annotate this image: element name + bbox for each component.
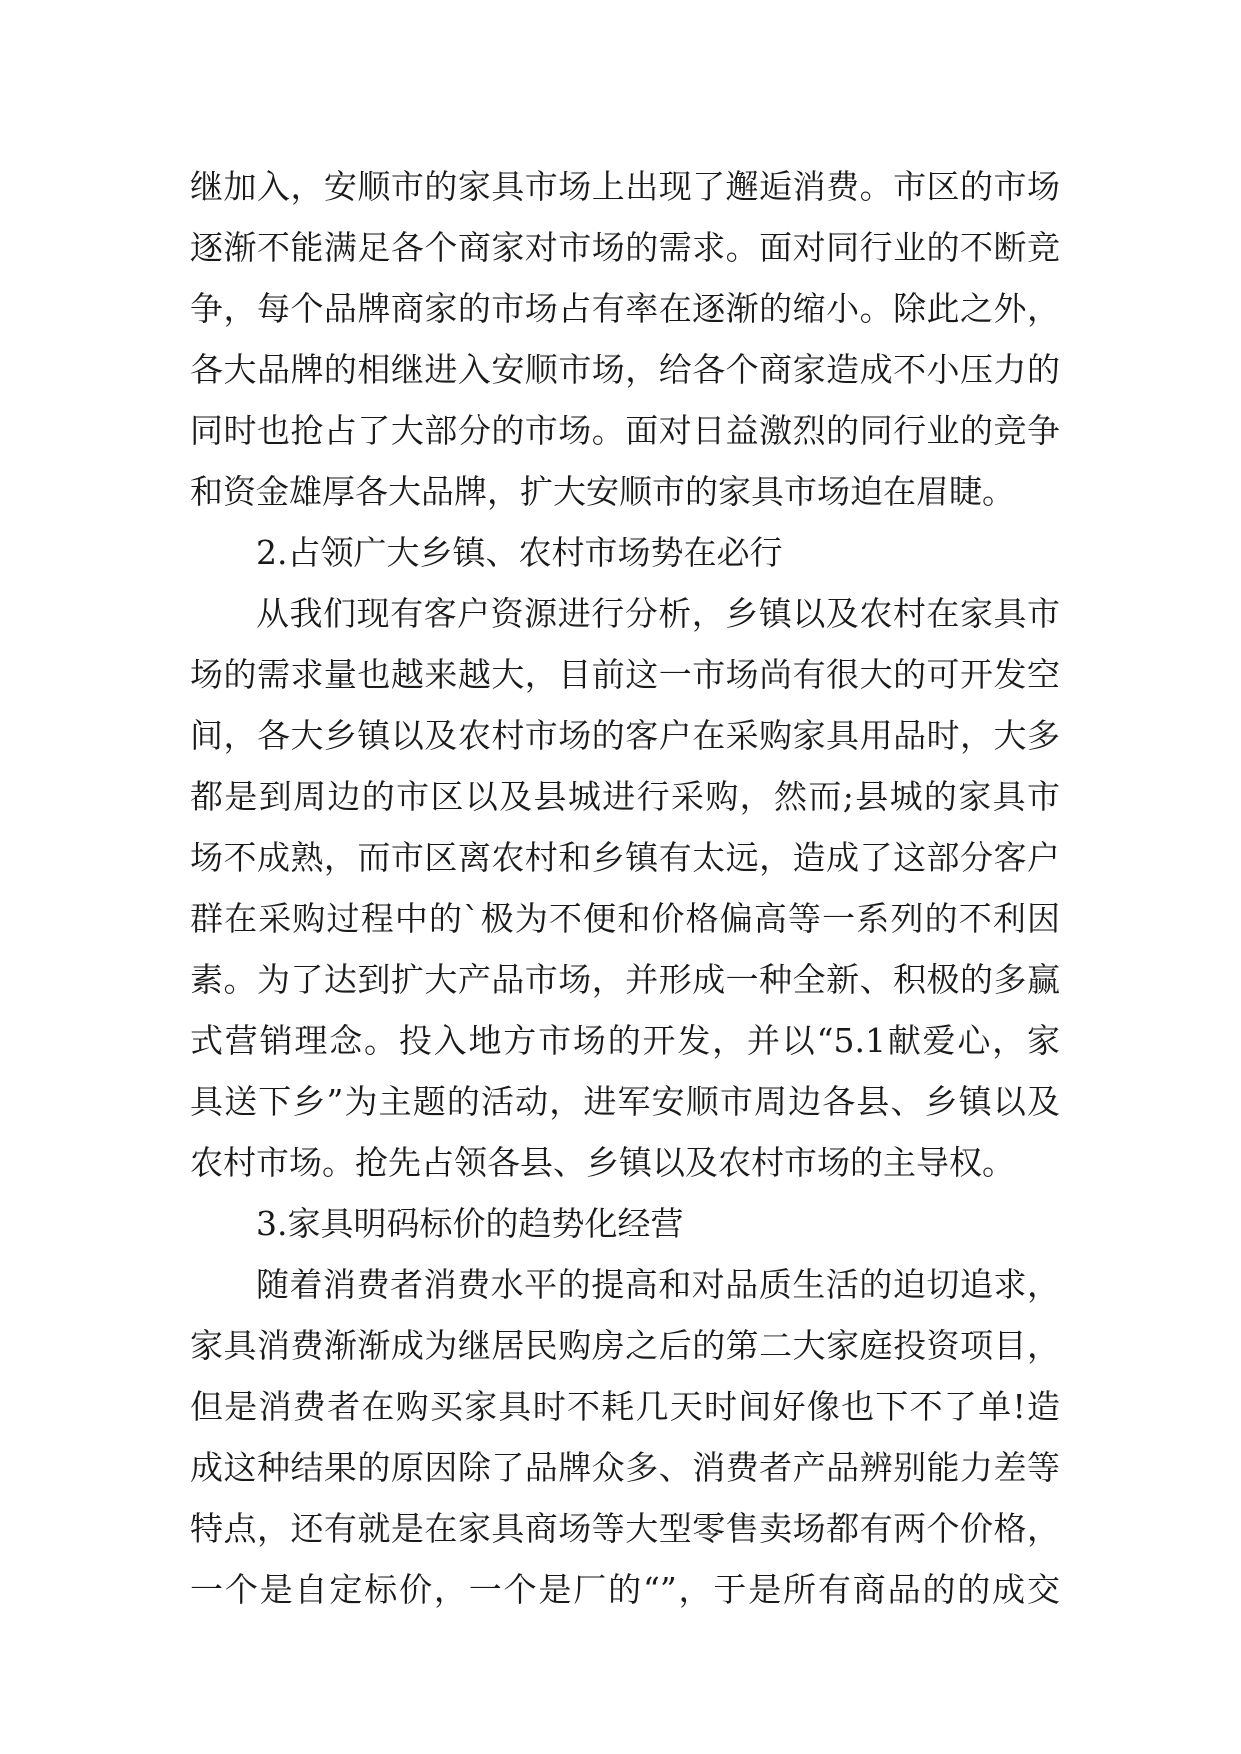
paragraph-start-line: 从我们现有客户资源进行分析，乡镇以及农村在家具市 bbox=[256, 594, 1060, 633]
text-line: 特点，还有就是在家具商场等大型零售卖场都有两个价格， bbox=[190, 1509, 1060, 1548]
text-line: 群在采购过程中的`极为不便和价格偏高等一系列的不利因 bbox=[190, 899, 1060, 938]
text-line: 式营销理念。投入地方市场的开发，并以“5.1献爱心，家 bbox=[190, 1021, 1060, 1060]
text-line: 成这种结果的原因除了品牌众多、消费者产品辨别能力差等 bbox=[190, 1448, 1060, 1487]
text-line: 同时也抢占了大部分的市场。面对日益激烈的同行业的竞争 bbox=[190, 411, 1060, 450]
text-line: 场的需求量也越来越大，目前这一市场尚有很大的可开发空 bbox=[190, 655, 1060, 694]
text-line: 间，各大乡镇以及农村市场的客户在采购家具用品时，大多 bbox=[190, 716, 1060, 755]
text-line: 都是到周边的市区以及县城进行采购，然而;县城的家具市 bbox=[190, 777, 1060, 816]
text-line: 具送下乡”为主题的活动，进军安顺市周边各县、乡镇以及 bbox=[190, 1082, 1060, 1121]
section-heading-3: 3.家具明码标价的趋势化经营 bbox=[256, 1204, 684, 1243]
paragraph-end-line: 和资金雄厚各大品牌，扩大安顺市的家具市场迫在眉睫。 bbox=[190, 472, 1015, 511]
text-line: 争，每个品牌商家的市场占有率在逐渐的缩小。除此之外， bbox=[190, 289, 1060, 328]
text-line: 素。为了达到扩大产品市场，并形成一种全新、积极的多赢 bbox=[190, 960, 1060, 999]
paragraph-start-line: 随着消费者消费水平的提高和对品质生活的迫切追求， bbox=[256, 1265, 1060, 1304]
text-line: 各大品牌的相继进入安顺市场，给各个商家造成不小压力的 bbox=[190, 350, 1060, 389]
text-line: 但是消费者在购买家具时不耗几天时间好像也下不了单!造 bbox=[190, 1387, 1060, 1426]
section-heading-2: 2.占领广大乡镇、农村市场势在必行 bbox=[256, 533, 783, 572]
text-line: 家具消费渐渐成为继居民购房之后的第二大家庭投资项目， bbox=[190, 1326, 1060, 1365]
text-line: 继加入，安顺市的家具市场上出现了邂逅消费。市区的市场 bbox=[190, 167, 1060, 206]
body-text bbox=[190, 156, 1060, 1620]
text-line: 场不成熟，而市区离农村和乡镇有太远，造成了这部分客户 bbox=[190, 838, 1060, 877]
paragraph-end-line: 农村市场。抢先占领各县、乡镇以及农村市场的主导权。 bbox=[190, 1143, 1015, 1182]
text-line: 逐渐不能满足各个商家对市场的需求。面对同行业的不断竞 bbox=[190, 228, 1060, 267]
text-line: 一个是自定标价，一个是厂的“”，于是所有商品的的成交 bbox=[190, 1570, 1060, 1609]
